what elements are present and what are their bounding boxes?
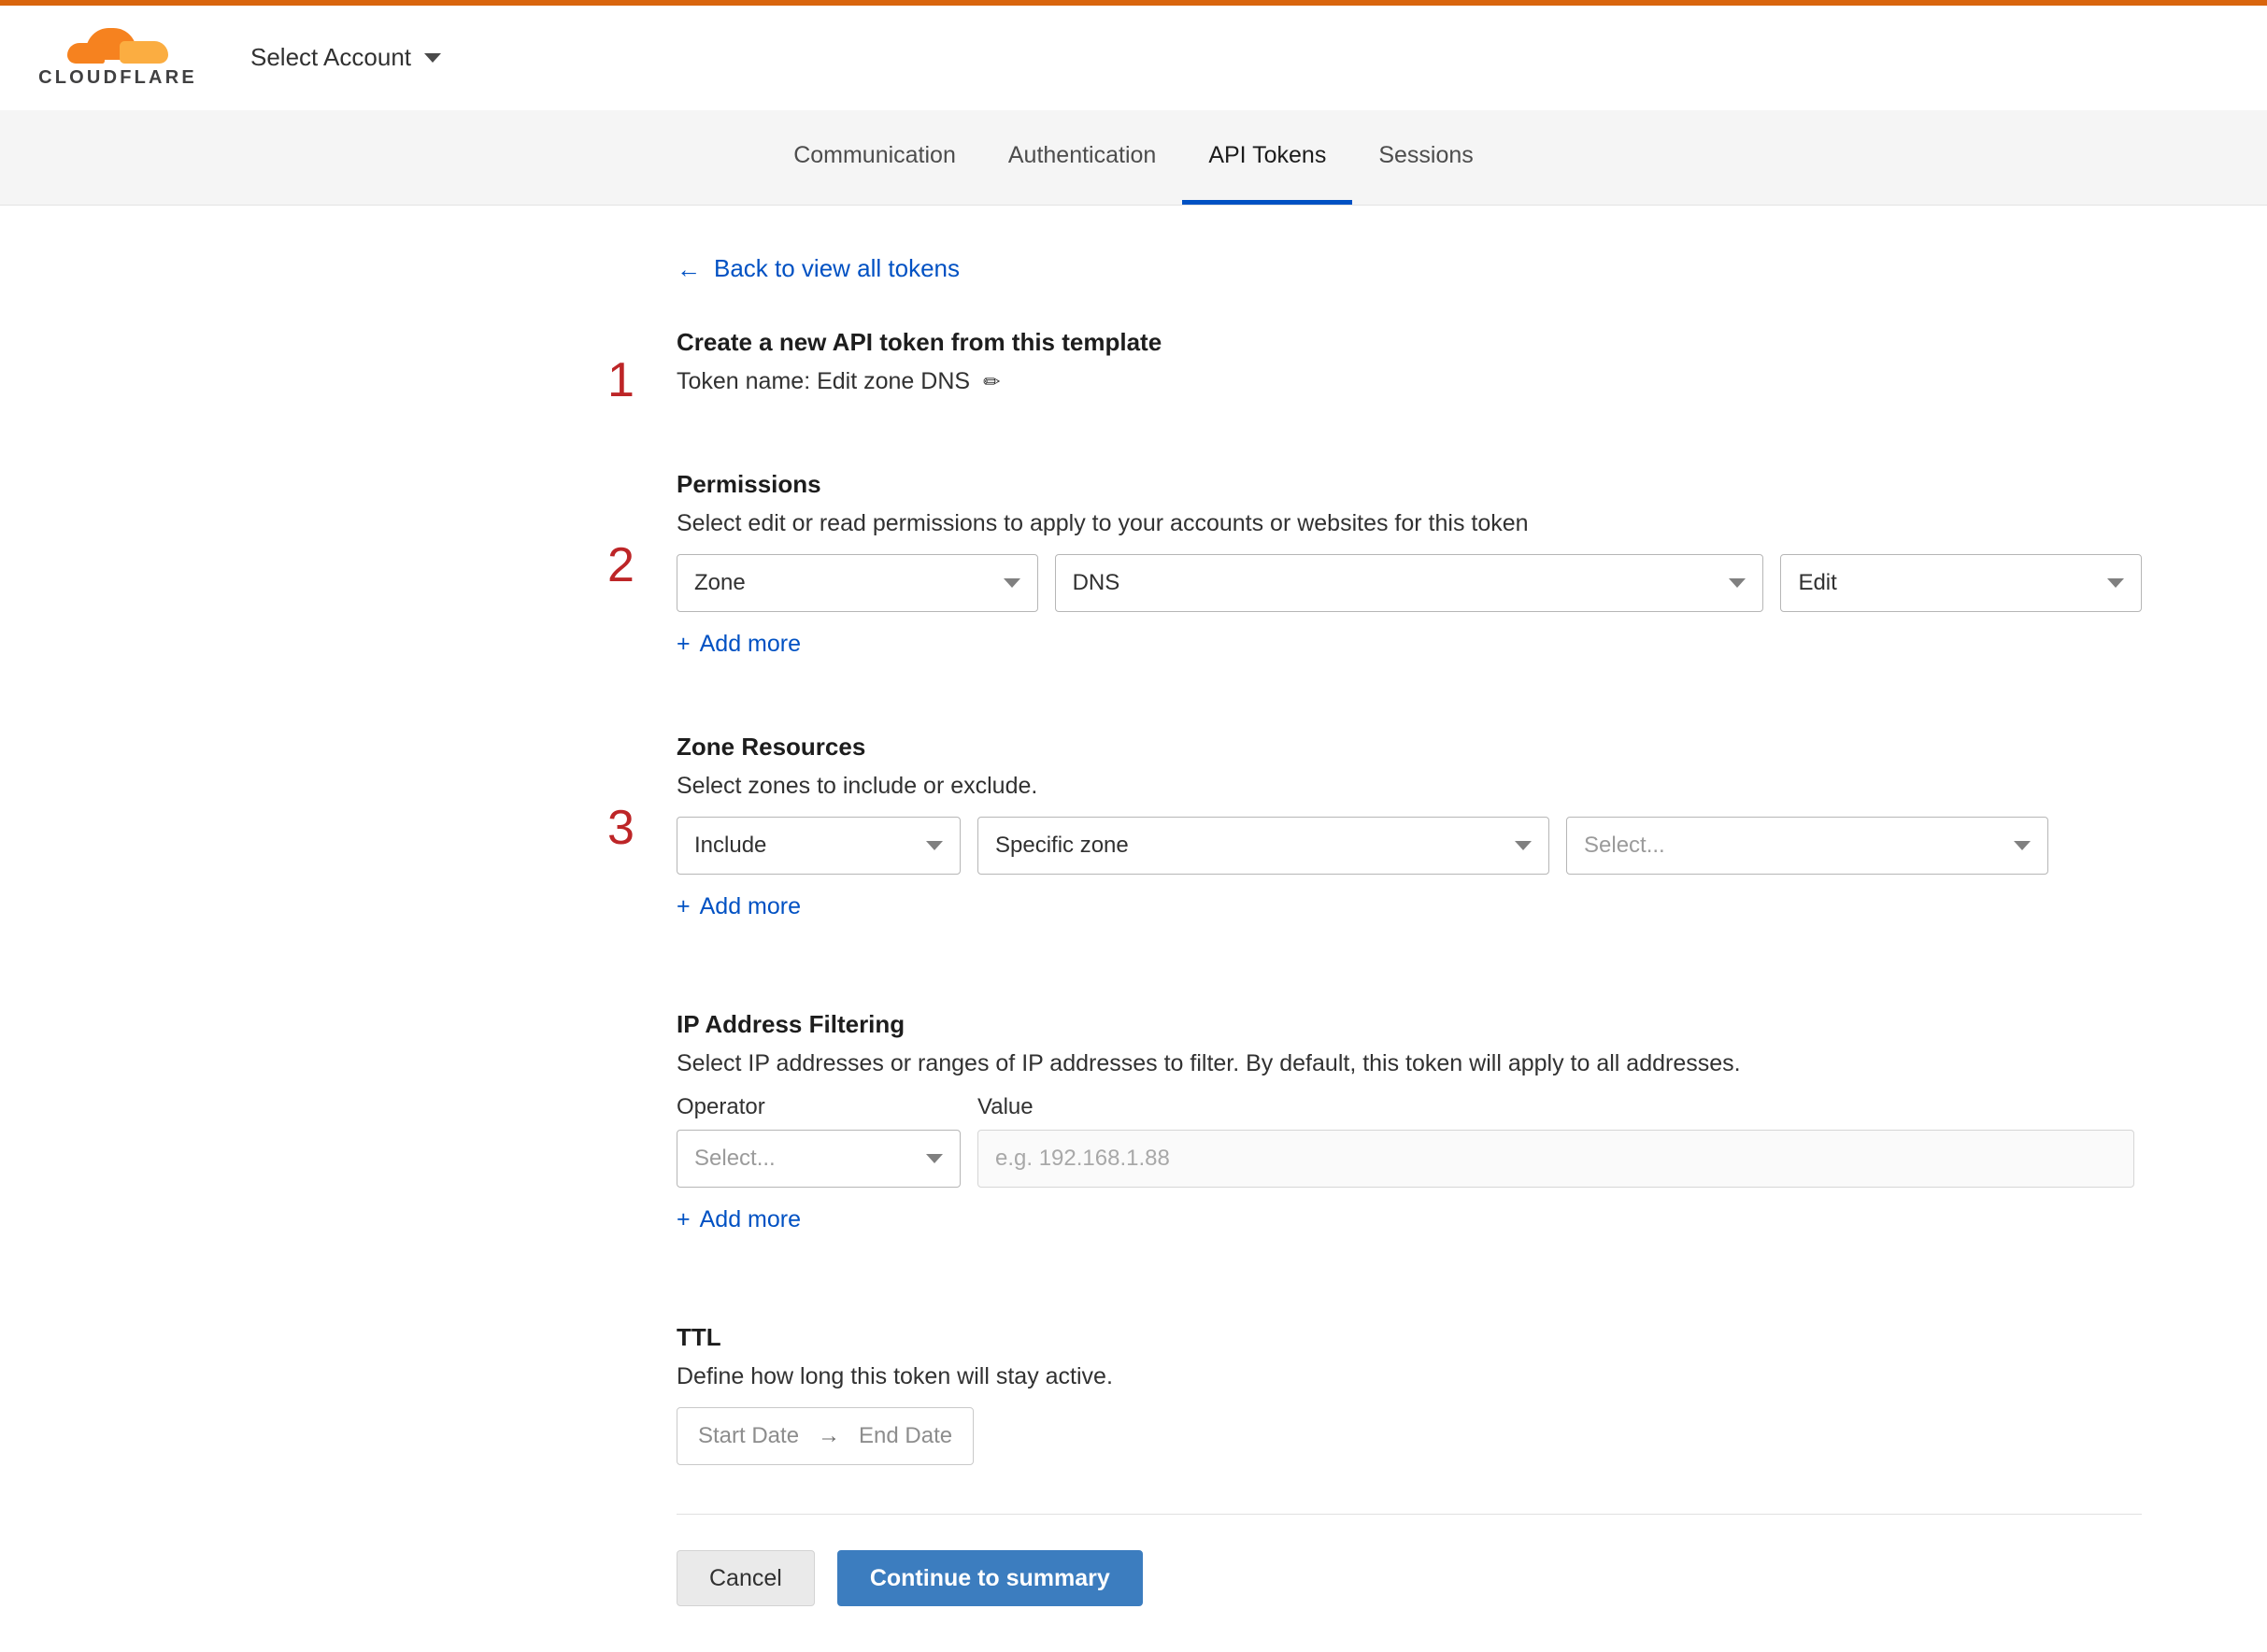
logo-wordmark: CLOUDFLARE [38, 67, 197, 88]
tab-sessions[interactable]: Sessions [1378, 141, 1474, 168]
chevron-down-icon [2014, 841, 2031, 850]
ip-filtering-row [677, 1094, 2142, 1188]
plus-icon: + [677, 893, 691, 919]
ttl-start-date[interactable]: Start Date [698, 1423, 800, 1448]
back-to-all-tokens-link[interactable] [677, 254, 2142, 283]
permission-scope-select[interactable] [677, 554, 1038, 612]
permissions-row [677, 554, 2142, 612]
tab-authentication[interactable]: Authentication [1007, 141, 1157, 168]
account-selector-label: Select Account [250, 43, 411, 71]
plus-icon: + [677, 1206, 691, 1232]
account-selector[interactable] [250, 43, 441, 72]
zone-value-placeholder: Select... [1584, 833, 1665, 858]
footer-actions [677, 1550, 2142, 1606]
ip-value-placeholder: e.g. 192.168.1.88 [995, 1146, 1170, 1171]
step-number-3: 3 [607, 801, 634, 855]
tab-api-tokens[interactable]: API Tokens [1182, 110, 1352, 205]
permissions-add-more-button[interactable] [677, 631, 2142, 658]
plus-icon: + [677, 631, 691, 657]
ip-operator-label: Operator [677, 1094, 765, 1119]
ip-value-input[interactable] [977, 1130, 2134, 1188]
footer-divider [677, 1514, 2142, 1515]
cloudflare-logo [26, 26, 209, 89]
ip-filtering-add-more-label: Add more [699, 1206, 801, 1232]
chevron-down-icon [2107, 578, 2124, 588]
step-number-2: 2 [607, 538, 634, 592]
ip-filtering-description: Select IP addresses or ranges of IP addresses to filter. By default, this token will apply to all addresses. [677, 1050, 1741, 1076]
cancel-button[interactable]: Cancel [677, 1550, 815, 1606]
zone-type-value: Specific zone [995, 833, 1129, 858]
zone-resources-add-more-button[interactable] [677, 893, 2142, 920]
nav-tabs [0, 110, 2267, 206]
ttl-date-range-picker[interactable] [677, 1407, 974, 1465]
permission-level-value: Edit [1798, 570, 1837, 595]
ttl-description: Define how long this token will stay active. [677, 1363, 1113, 1389]
permissions-description: Select edit or read permissions to apply to your accounts or websites for this token [677, 510, 1529, 536]
zone-type-select[interactable] [977, 817, 1549, 875]
token-name-label: Token name: Edit zone DNS [677, 368, 971, 394]
cloud-icon [65, 26, 170, 64]
zone-include-select[interactable] [677, 817, 961, 875]
permissions-title: Permissions [677, 470, 821, 498]
chevron-down-icon [1004, 578, 1020, 588]
permissions-add-more-label: Add more [699, 631, 801, 657]
zone-resources-description: Select zones to include or exclude. [677, 773, 1038, 799]
ttl-section [677, 1323, 2142, 1465]
ttl-title: TTL [677, 1323, 721, 1351]
permission-resource-select[interactable] [1055, 554, 1764, 612]
zone-resources-title: Zone Resources [677, 733, 866, 761]
zone-resources-row [677, 817, 2142, 875]
ip-operator-value: Select... [694, 1146, 776, 1171]
permissions-section [607, 470, 2142, 658]
ip-operator-select[interactable] [677, 1130, 961, 1188]
chevron-down-icon [1515, 841, 1532, 850]
template-section [607, 328, 2142, 407]
zone-value-select[interactable] [1566, 817, 2048, 875]
ttl-end-date[interactable]: End Date [859, 1423, 953, 1448]
token-name-row [677, 368, 2142, 395]
ip-filtering-title: IP Address Filtering [677, 1010, 905, 1038]
tab-communication[interactable]: Communication [793, 141, 956, 168]
back-arrow-icon: ← [677, 254, 701, 283]
main-content [0, 206, 2267, 1606]
ip-value-field [977, 1094, 2134, 1188]
app-header [0, 6, 2267, 110]
template-title: Create a new API token from this template [677, 328, 1162, 356]
ip-filtering-section [677, 1010, 2142, 1233]
ip-operator-field [677, 1094, 961, 1188]
step-number-1: 1 [607, 353, 634, 407]
ip-filtering-add-more-button[interactable] [677, 1206, 2142, 1233]
permission-scope-value: Zone [694, 570, 746, 595]
zone-include-value: Include [694, 833, 767, 858]
continue-to-summary-button[interactable]: Continue to summary [837, 1550, 1143, 1606]
permission-resource-value: DNS [1072, 570, 1120, 595]
chevron-down-icon [926, 1154, 943, 1163]
pencil-icon[interactable]: ✏ [983, 369, 1001, 393]
zone-resources-section [607, 733, 2142, 920]
chevron-down-icon [1729, 578, 1746, 588]
zone-resources-add-more-label: Add more [699, 893, 801, 919]
ip-value-label: Value [977, 1094, 1034, 1119]
chevron-down-icon [926, 841, 943, 850]
arrow-right-icon: → [818, 1423, 841, 1448]
chevron-down-icon [424, 53, 441, 63]
permission-level-select[interactable] [1780, 554, 2142, 612]
back-link-label: Back to view all tokens [714, 254, 961, 282]
